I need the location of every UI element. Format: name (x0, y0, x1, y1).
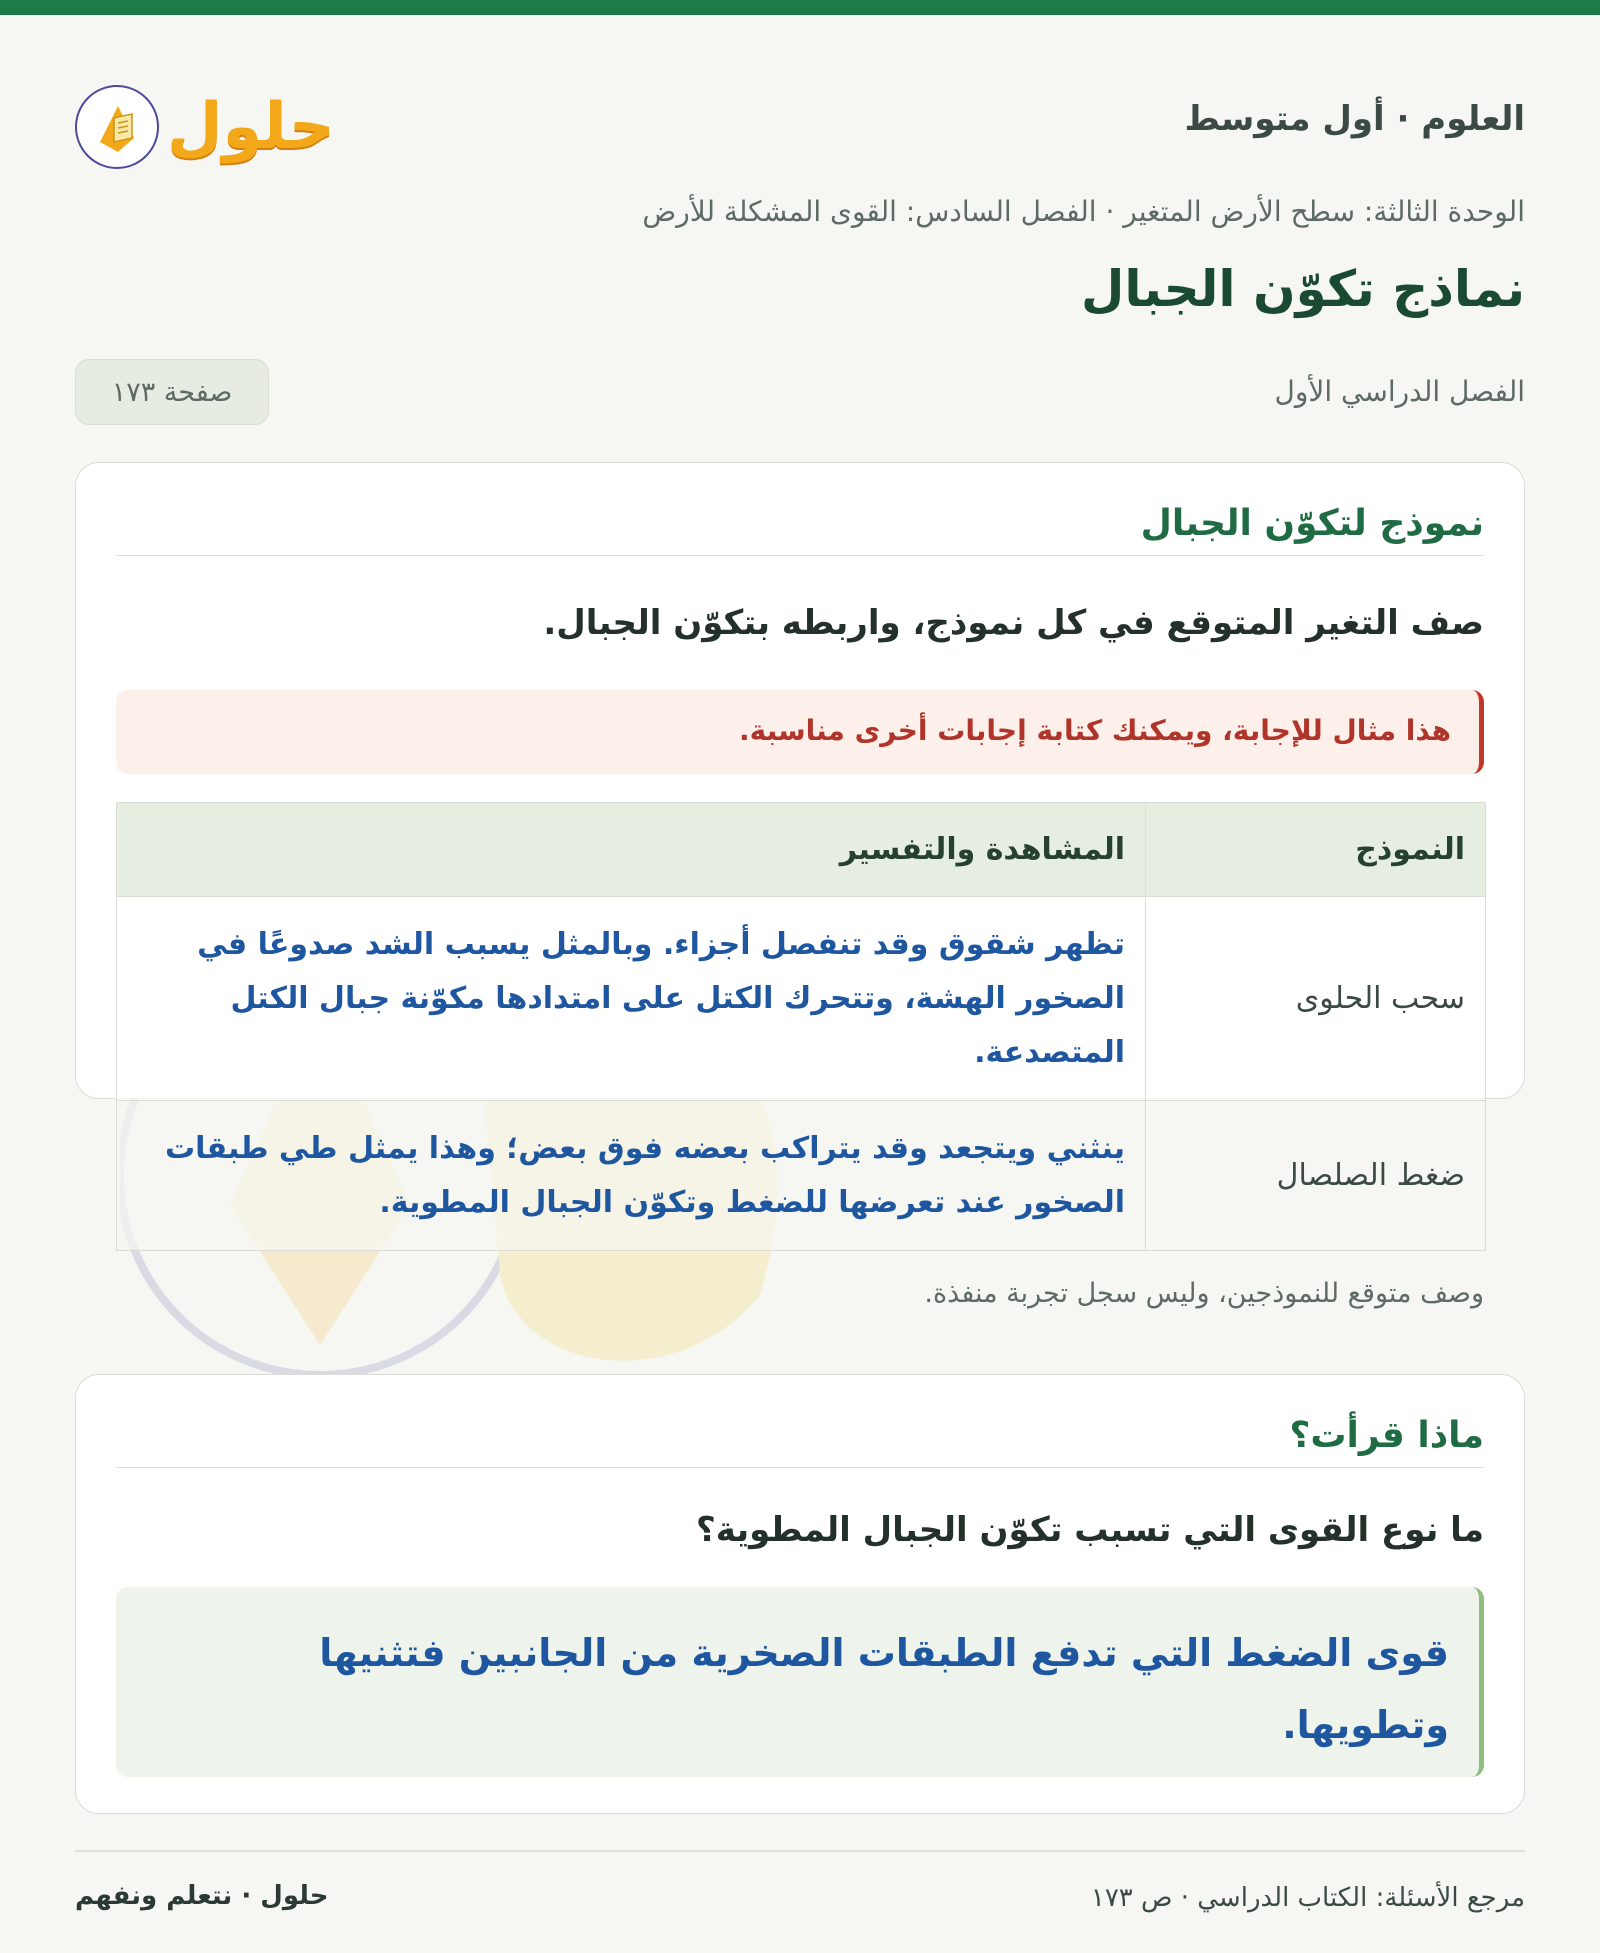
question-text: صف التغير المتوقع في كل نموذج، واربطه بتكوّن الجبال. (543, 603, 1484, 643)
table-row (117, 897, 1486, 1101)
example-notice (116, 690, 1484, 774)
header (75, 55, 1525, 185)
footer-brand[interactable]: حلول · نتعلم ونفهم (75, 1881, 329, 1911)
answer-box (116, 1587, 1484, 1777)
brand-logo[interactable] (75, 67, 355, 187)
question-text: ما نوع القوى التي تسبب تكوّن الجبال المطوية؟ (696, 1510, 1484, 1550)
model-cell: ضغط الصلصال (1146, 1101, 1486, 1251)
table-footnote: وصف متوقع للنموذجين، وليس سجل تجربة منفذة. (924, 1278, 1484, 1309)
footer-divider (75, 1850, 1525, 1852)
observation-cell: تظهر شقوق وقد تنفصل أجزاء. وبالمثل يسبب الشد صدوعًا في الصخور الهشة، وتتحرك الكتل على امتدادها مكوّنة جبال الكتل المتصدعة. (117, 897, 1146, 1101)
table-row (117, 1101, 1486, 1251)
card-heading: نموذج لتكوّن الجبال (1140, 503, 1484, 544)
card-header (116, 1405, 1484, 1468)
logo-text: حلول (167, 90, 335, 164)
table-header-row (117, 803, 1486, 897)
card-heading: ماذا قرأت؟ (1289, 1415, 1484, 1456)
card-header (116, 493, 1484, 556)
observation-cell: ينثني ويتجعد وقد يتراكب بعضه فوق بعض؛ وهذا يمثل طي طبقات الصخور عند تعرضها للضغط وتكوّن الجبال المطوية. (117, 1101, 1146, 1251)
reading-check-card (75, 1374, 1525, 1814)
model-card (75, 462, 1525, 1309)
semester-label: الفصل الدراسي الأول (1274, 375, 1525, 408)
page-title: نماذج تكوّن الجبال (1081, 260, 1525, 318)
book-icon (75, 85, 159, 169)
page-number-badge: صفحة ١٧٣ (75, 359, 269, 425)
column-header-observation: المشاهدة والتفسير (117, 803, 1146, 897)
model-cell: سحب الحلوى (1146, 897, 1486, 1101)
subject-title: العلوم · أول متوسط (1184, 99, 1525, 139)
top-accent-bar (0, 0, 1600, 15)
footer-reference: مرجع الأسئلة: الكتاب الدراسي · ص ١٧٣ (1090, 1883, 1525, 1913)
models-table (116, 802, 1486, 1251)
answer-text: قوى الضغط التي تدفع الطبقات الصخرية من الجانبين فتثنيها وتطويها. (319, 1631, 1449, 1747)
notice-text: هذا مثال للإجابة، ويمكنك كتابة إجابات أخرى مناسبة. (739, 714, 1451, 747)
page (0, 15, 1600, 1953)
column-header-model: النموذج (1146, 803, 1486, 897)
breadcrumb: الوحدة الثالثة: سطح الأرض المتغير · الفصل السادس: القوى المشكلة للأرض (642, 195, 1525, 228)
